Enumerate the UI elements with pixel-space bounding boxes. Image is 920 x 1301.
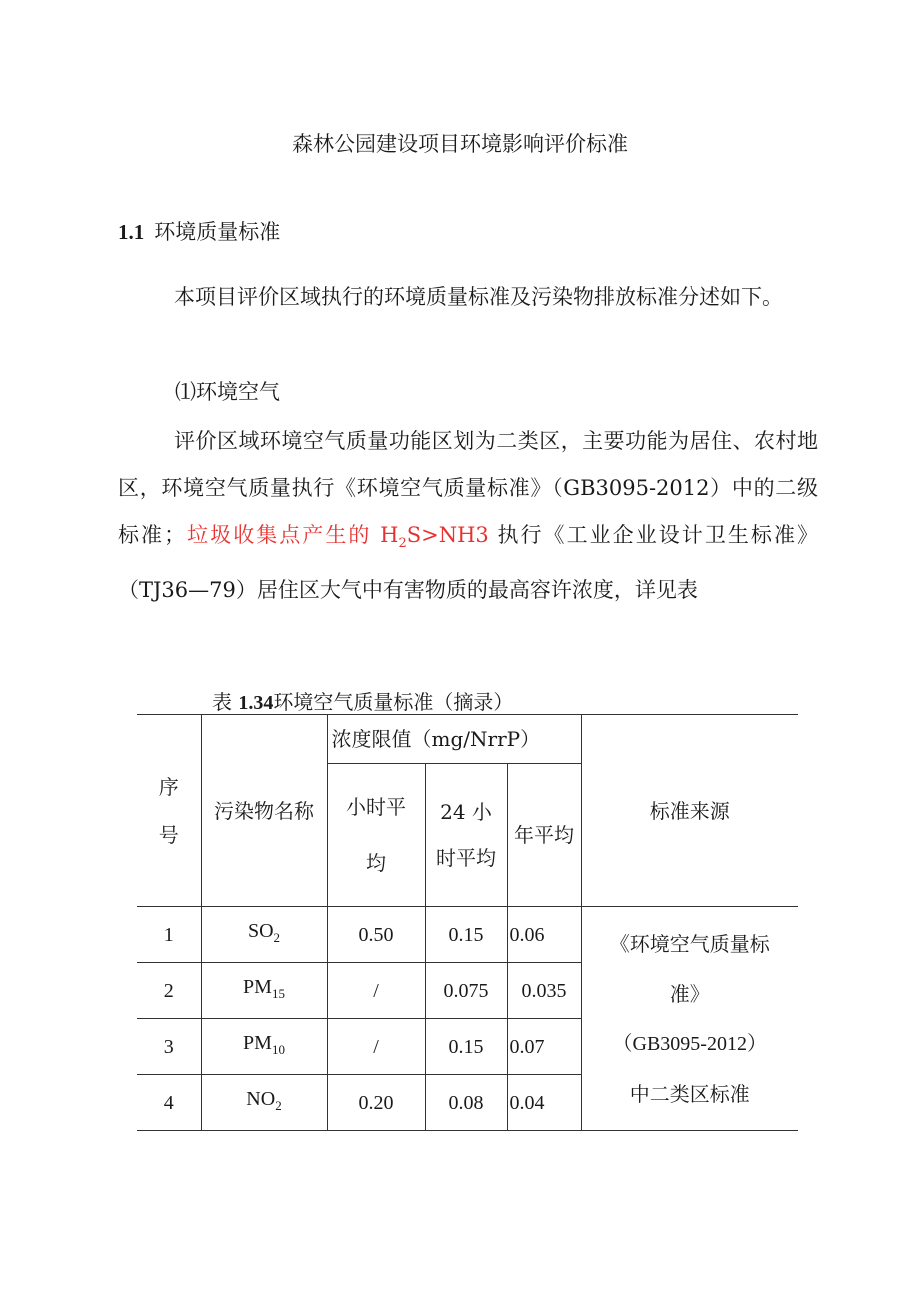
air-quality-table xyxy=(137,714,798,1131)
table-caption xyxy=(212,686,513,715)
highlight-subscript: 2 xyxy=(398,536,407,552)
cell-daily: 0.075 xyxy=(425,963,507,1019)
header-pollutant-name: 污染物名称 xyxy=(201,715,327,907)
source-line: 准》 xyxy=(669,981,710,1006)
header-source: 标准来源 xyxy=(581,715,798,907)
cell-seq: 2 xyxy=(137,963,201,1019)
table-row xyxy=(137,907,798,963)
cell-pollutant: $SO_2$ xyxy=(201,907,327,963)
cell-annual: 0.06 xyxy=(507,907,581,963)
header-seq: 序号 xyxy=(137,715,201,907)
table-header-row xyxy=(137,715,798,764)
section-heading xyxy=(118,216,280,246)
cell-pollutant: $PM_{15}$ xyxy=(201,963,327,1019)
cell-daily: 0.15 xyxy=(425,907,507,963)
section-label: 环境质量标准 xyxy=(154,220,281,244)
highlighted-text xyxy=(185,523,489,552)
caption-text: 环境空气质量标准（摘录） xyxy=(273,690,514,714)
cell-seq: 3 xyxy=(137,1019,201,1075)
body-paragraph xyxy=(118,418,818,614)
cell-hourly: / xyxy=(327,963,425,1019)
header-hourly: 小时平均 xyxy=(327,764,425,907)
cell-hourly: 0.20 xyxy=(327,1075,425,1131)
cell-annual: 0.035 xyxy=(507,963,581,1019)
body-text-2: 执行《工业企业设计卫生标准》（TJ36—79）居住区大气中有害物质的最高容许浓度，详见表 xyxy=(118,523,818,603)
cell-hourly: 0.50 xyxy=(327,907,425,963)
header-daily: 24 小时平均 xyxy=(425,764,507,907)
caption-number: 1.34 xyxy=(238,692,274,714)
cell-annual: 0.04 xyxy=(507,1075,581,1131)
cell-daily: 0.15 xyxy=(425,1019,507,1075)
highlight-part-b: S>NH3 xyxy=(406,523,489,547)
cell-pollutant: $NO_2$ xyxy=(201,1075,327,1131)
cell-seq: 4 xyxy=(137,1075,201,1131)
cell-hourly: / xyxy=(327,1019,425,1075)
highlight-part-a: 垃圾收集点产生的 H xyxy=(185,523,399,547)
document-title: 森林公园建设项目环境影响评价标准 xyxy=(292,132,628,156)
caption-prefix: 表 xyxy=(212,690,239,714)
cell-seq: 1 xyxy=(137,907,201,963)
header-concentration: 浓度限值（mg/NrrP） xyxy=(327,715,581,764)
source-line: （GB3095-2012） xyxy=(612,1032,767,1055)
cell-annual: 0.07 xyxy=(507,1019,581,1075)
cell-daily: 0.08 xyxy=(425,1075,507,1131)
cell-pollutant: $PM_{10}$ xyxy=(201,1019,327,1075)
subsection-heading: ⑴环境空气 xyxy=(175,380,280,404)
source-line: 中二类区标准 xyxy=(629,1081,750,1106)
section-number: 1.1 xyxy=(118,220,145,244)
source-line: 《环境空气质量标 xyxy=(609,931,770,956)
cell-source xyxy=(581,907,798,1131)
body-text-1: 评价区域环境空气质量功能区划为二类区，主要功能为居住、农村地区，环境空气质量执行《环境空气质量标准》（GB3095-2012）中的二级标准； xyxy=(118,429,819,547)
intro-paragraph: 本项目评价区域执行的环境质量标准及污染物排放标准分述如下。 xyxy=(174,285,783,309)
header-annual: 年平均 xyxy=(507,764,581,907)
